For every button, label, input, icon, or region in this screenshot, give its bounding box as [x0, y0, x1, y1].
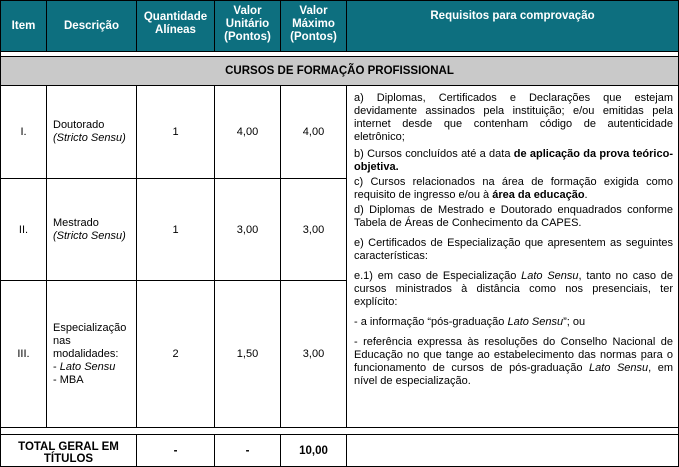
- header-requisitos: [346, 0, 679, 52]
- total-unitario: [214, 434, 281, 467]
- header-descricao-label: Descrição: [64, 20, 119, 32]
- row-1-unitario: [214, 85, 281, 179]
- header-valor-maximo-line1: Valor: [299, 5, 328, 17]
- row-3-desc-line5: - MBA: [53, 373, 84, 386]
- row-1-maximo: [280, 85, 347, 179]
- header-requisitos-label: Requisitos para comprovação: [430, 10, 595, 22]
- row-3-unitario-value: 1,50: [236, 348, 259, 360]
- row-3-unitario: [214, 280, 281, 428]
- req-a: a) Diplomas, Certificados e Declarações que estejam devidamente assinados pela instituição; e/ou emitidas pela internet desde que contenham código de autenticidade eletrônico;: [354, 92, 673, 143]
- row-1-maximo-value: 4,00: [302, 126, 325, 138]
- row-2-unitario: [214, 178, 281, 281]
- total-unitario-value: -: [245, 444, 250, 457]
- row-3-quantidade-value: 2: [172, 348, 179, 360]
- row-3-quantidade: [136, 280, 215, 428]
- total-label-line1: TOTAL GERAL EM: [18, 440, 119, 453]
- row-1-quantidade-value: 1: [172, 126, 179, 138]
- req-info: - a informação “pós-graduação Lato Sensu”; ou: [354, 316, 586, 328]
- row-2-desc-line2: (Stricto Sensu): [53, 229, 126, 242]
- header-valor-maximo: [280, 0, 347, 52]
- req-ref: - referência expressa às resoluções do Conselho Nacional de Educação no que tange ao estabelecimento das normas para o funcionamento de cursos de pós-graduação Lato Sensu, em nível de especialização.: [354, 336, 673, 387]
- header-descricao: [46, 0, 137, 52]
- row-2-item-label: II.: [18, 223, 29, 236]
- header-item: [0, 0, 47, 52]
- header-valor-unitario: [214, 0, 281, 52]
- header-valor-maximo-line3: (Pontos): [290, 31, 337, 43]
- row-3-maximo-value: 3,00: [302, 348, 325, 360]
- header-quantidade-line2: Alíneas: [155, 24, 196, 36]
- req-e1: e.1) em caso de Especialização Lato Sensu, tanto no caso de cursos ministrados à distância como nos presenciais, ter explícito:: [354, 270, 674, 308]
- row-3-maximo: [280, 280, 347, 428]
- requisitos-cell: [346, 85, 679, 428]
- row-2-desc-line1: Mestrado: [53, 216, 99, 229]
- total-maximo: [280, 434, 347, 467]
- header-quantidade-line1: Quantidade: [143, 11, 208, 23]
- row-3-desc-line2: nas: [53, 334, 71, 347]
- row-1-desc-line2: (Stricto Sensu): [53, 132, 126, 144]
- row-1-desc-line1: Doutorado: [53, 119, 105, 131]
- row-2-maximo: [280, 178, 347, 281]
- total-requisitos-empty: [346, 434, 679, 467]
- header-valor-unitario-line3: (Pontos): [224, 31, 271, 43]
- header-item-label: Item: [11, 20, 36, 32]
- row-3-desc-line4: - Lato Sensu: [53, 360, 116, 373]
- row-3-descricao: [46, 280, 137, 428]
- row-3-item: [0, 280, 47, 428]
- header-valor-unitario-line1: Valor: [233, 5, 262, 17]
- row-3-desc-line3: modalidades:: [53, 347, 119, 360]
- row-1-unitario-value: 4,00: [236, 126, 259, 138]
- row-3-item-label: III.: [17, 348, 30, 360]
- header-quantidade: [136, 0, 215, 52]
- header-valor-maximo-line2: Máximo: [292, 18, 335, 30]
- row-1-descricao: [46, 85, 137, 179]
- req-d: d) Diplomas de Mestrado e Doutorado enquadrados conforme Tabela de Áreas de Conhecimento da CAPES.: [354, 204, 673, 229]
- row-2-quantidade-value: 1: [172, 223, 179, 236]
- req-b: b) Cursos concluídos até a data de aplicação da prova teórico-objetiva.: [354, 148, 673, 173]
- total-label-line2: TÍTULOS: [43, 452, 94, 465]
- row-2-maximo-value: 3,00: [302, 223, 325, 236]
- row-3-desc-line1: Especialização: [53, 321, 127, 334]
- row-2-descricao: [46, 178, 137, 281]
- row-1-item-label: I.: [20, 126, 27, 138]
- section-title-text: CURSOS DE FORMAÇÃO PROFISSIONAL: [225, 65, 454, 77]
- row-2-item: [0, 178, 47, 281]
- row-1-quantidade: [136, 85, 215, 179]
- total-maximo-value: 10,00: [299, 444, 328, 457]
- total-quantidade-value: -: [173, 444, 178, 457]
- req-c: c) Cursos relacionados na área de formação exigida como requisito de ingresso e/ou à área da educação.: [354, 176, 673, 201]
- row-1-item: [0, 85, 47, 179]
- total-label: [0, 434, 137, 467]
- total-quantidade: [136, 434, 215, 467]
- row-2-unitario-value: 3,00: [236, 223, 259, 236]
- header-valor-unitario-line2: Unitário: [225, 18, 270, 30]
- row-2-quantidade: [136, 178, 215, 281]
- section-title: [0, 56, 679, 86]
- req-e: e) Certificados de Especialização que apresentem as seguintes características:: [354, 237, 673, 262]
